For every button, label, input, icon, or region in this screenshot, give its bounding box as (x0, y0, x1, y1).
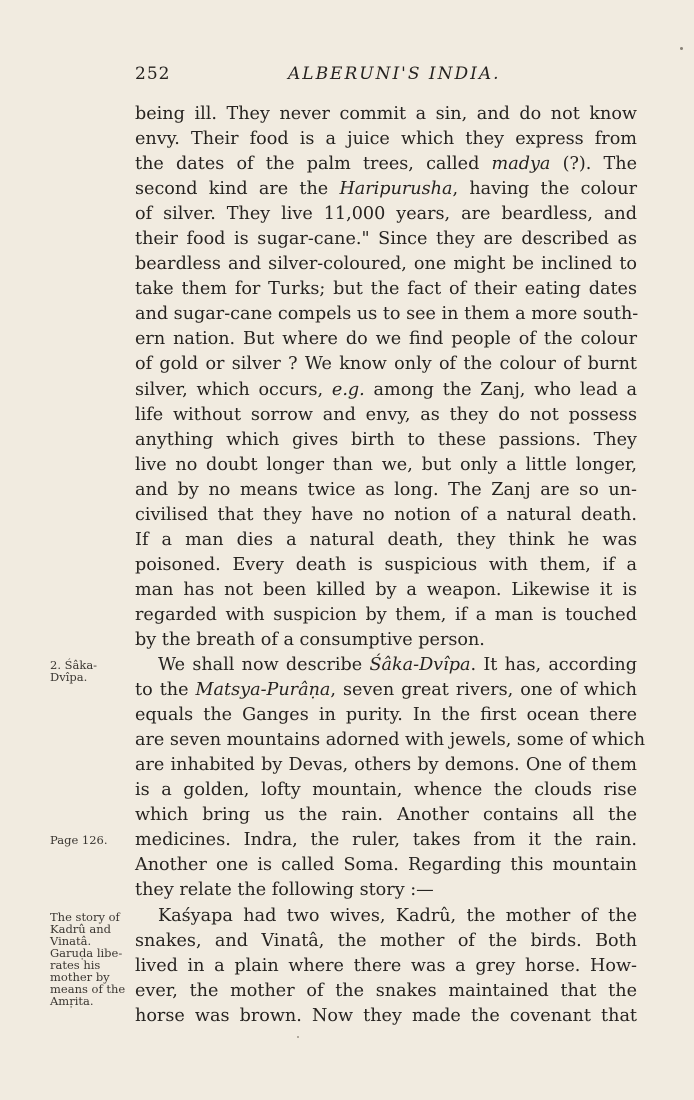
text-line: silver, which occurs, e.g. among the Zanj, who lead a (135, 379, 637, 400)
margin-note-line: Dvîpa. (50, 670, 88, 684)
text-line: live no doubt longer than we, but only a little longer, (135, 454, 637, 475)
text-line: ern nation. But where do we find people of the colour (135, 329, 637, 350)
text-line: are inhabited by Devas, others by demons. One of them (135, 755, 637, 776)
text-line: We shall now describe Śâka-Dvîpa. It has, according (158, 655, 637, 676)
italic-term: madya (491, 154, 551, 175)
text-line: being ill. They never commit a sin, and do not know (135, 104, 637, 124)
italic-term: e.g. (331, 379, 365, 400)
text-line: and by no means twice as long. The Zanj are so un- (135, 479, 637, 500)
margin-note-page-ref (50, 834, 136, 846)
margin-note-story (50, 911, 136, 1007)
text-line: is a golden, lofty mountain, whence the clouds rise (135, 780, 637, 801)
text-line: ever, the mother of the snakes maintained that the (135, 980, 637, 1001)
margin-note-saka-dvipa (50, 659, 136, 683)
text-line: which bring us the rain. Another contains all the (135, 805, 637, 826)
margin-note-line: The story of (50, 910, 120, 924)
text-line: horse was brown. Now they made the covenant that (135, 1005, 637, 1026)
text-line: civilised that they have no notion of a natural death. (135, 504, 637, 525)
margin-note-line: rates his (50, 958, 101, 972)
text-line: poisoned. Every death is suspicious with them, if a (135, 554, 637, 575)
text-line: man has not been killed by a weapon. Likewise it is (135, 579, 637, 600)
text-line: Kaśyapa had two wives, Kadrû, the mother of the (158, 905, 637, 926)
text-line: Another one is called Soma. Regarding this mountain (135, 855, 637, 876)
text-line: second kind are the Haripurusha, having the colour (135, 179, 637, 200)
text-line: they relate the following story :— (135, 880, 434, 901)
margin-note-line: means of the (50, 982, 126, 996)
text-line: take them for Turks; but the fact of their eating dates (135, 279, 637, 300)
page-header (135, 64, 637, 88)
margin-note-line: Garuḍa libe- (50, 946, 123, 960)
text-line: envy. Their food is a juice which they express from (135, 129, 637, 150)
page-number: 252 (135, 64, 171, 84)
text-line: the dates of the palm trees, called madya (?). The (135, 154, 637, 175)
text-line: to the Matsya-Purâṇa, seven great rivers, one of which (135, 680, 637, 701)
page-speck (680, 47, 683, 50)
italic-term: Haripurusha (339, 179, 453, 200)
italic-term: Śâka-Dvîpa (369, 655, 471, 676)
margin-note-line: 2. Śâka- (50, 658, 98, 672)
text-line: lived in a plain where there was a grey horse. How- (135, 955, 637, 976)
running-head: ALBERUNI'S INDIA. (288, 64, 501, 84)
text-line: by the breath of a consumptive person. (135, 629, 485, 650)
margin-note-line: Kadrû and (50, 922, 111, 936)
italic-term: Matsya-Purâṇa (195, 680, 331, 701)
page-speck (297, 1036, 299, 1038)
margin-note-line: mother by (50, 970, 110, 984)
text-line: of silver. They live 11,000 years, are beardless, and (135, 204, 637, 225)
text-line: anything which gives birth to these passions. They (135, 429, 637, 450)
text-line: If a man dies a natural death, they think he was (135, 529, 637, 550)
margin-note-line: Amṛita. (50, 994, 94, 1008)
text-line: life without sorrow and envy, as they do not possess (135, 404, 637, 425)
text-line: are seven mountains adorned with jewels, some of which (135, 730, 646, 751)
text-line: medicines. Indra, the ruler, takes from it the rain. (135, 830, 637, 851)
margin-note-line: Vinatâ. (50, 934, 92, 948)
text-line: equals the Ganges in purity. In the first ocean there (135, 705, 637, 726)
text-line: regarded with suspicion by them, if a man is touched (135, 604, 637, 625)
margin-note-line: Page 126. (50, 833, 108, 847)
text-line: of gold or silver ? We know only of the colour of burnt (135, 354, 637, 375)
text-line: snakes, and Vinatâ, the mother of the birds. Both (135, 930, 637, 951)
text-line: beardless and silver-coloured, one might be inclined to (135, 254, 637, 275)
text-line: and sugar-cane compels us to see in them a more south- (135, 304, 639, 325)
body-text (135, 102, 646, 1029)
text-line: their food is sugar-cane." Since they are described as (135, 229, 637, 250)
